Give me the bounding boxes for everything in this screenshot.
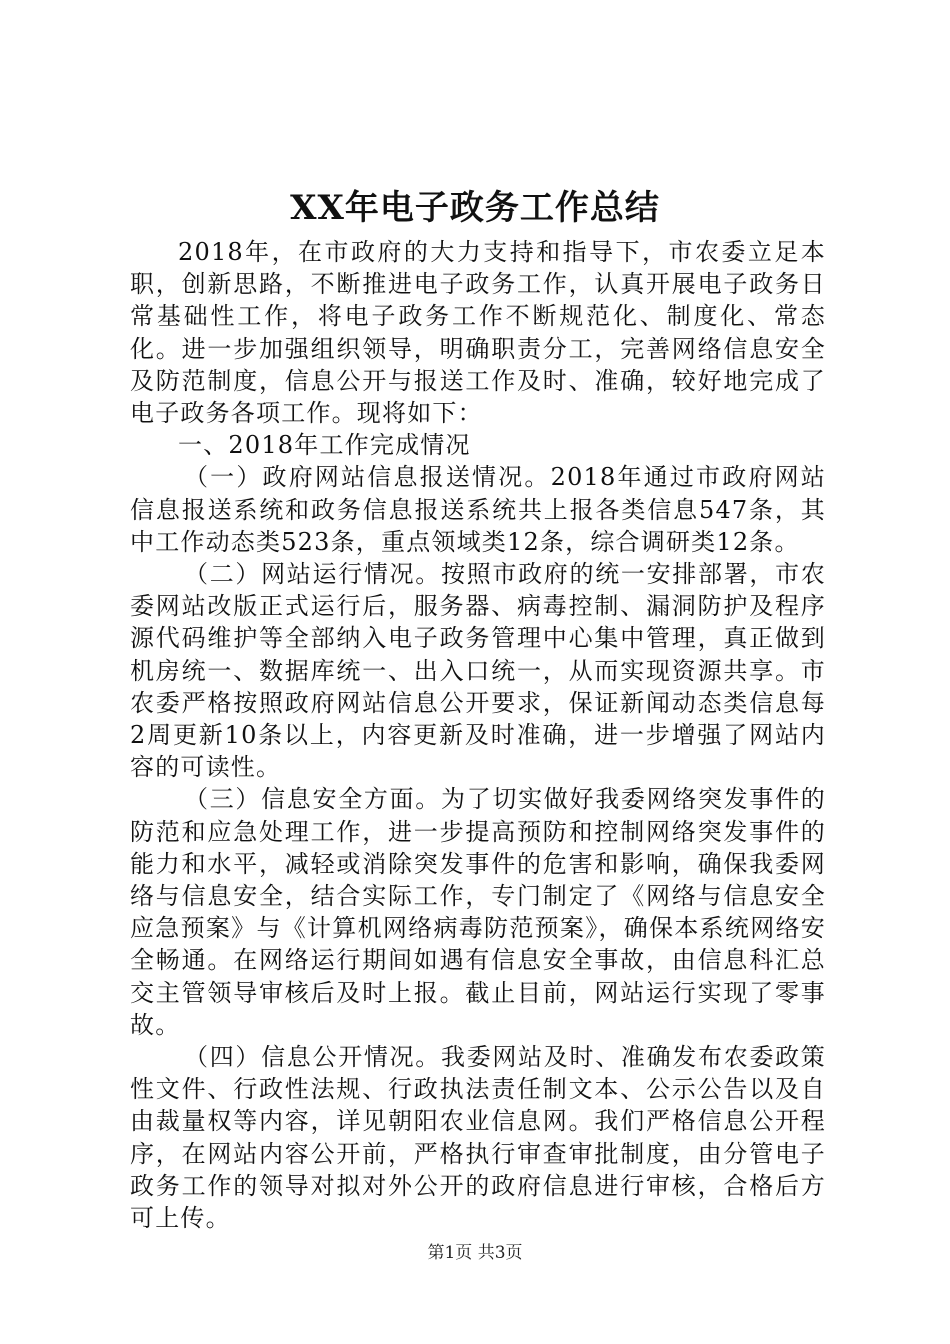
page-number-footer: 第1页 共3页 [427, 1243, 523, 1263]
paragraph-info-security: （三）信息安全方面。为了切实做好我委网络突发事件的防范和应急处理工作，进一步提高预防和控制网络突发事件的能力和水平，减轻或消除突发事件的危害和影响，确保我委网络与信息安全，结合实际工作，专门制定了《网络与信息安全应急预案》与《计算机网络病毒防范预案》，确保本系统网络安全畅通。在网络运行期间如遇有信息安全事故，由信息科汇总交主管领导审核后及时上报。截止目前，网站运行实现了零事故。 [130, 785, 826, 1039]
document-body [130, 236, 826, 1234]
intro-paragraph: 2018年，在市政府的大力支持和指导下，市农委立足本职，创新思路，不断推进电子政务工作，认真开展电子政务日常基础性工作，将电子政务工作不断规范化、制度化、常态化。进一步加强组织领导，明确职责分工，完善网络信息安全及防范制度，信息公开与报送工作及时、准确，较好地完成了电子政务各项工作。现将如下： [130, 238, 826, 428]
paragraph-info-disclosure: （四）信息公开情况。我委网站及时、准确发布农委政策性文件、行政性法规、行政执法责任制文本、公示公告以及自由裁量权等内容，详见朝阳农业信息网。我们严格信息公开程序，在网站内容公开前，严格执行审查审批制度，由分管电子政务工作的领导对拟对外公开的政府信息进行审核，合格后方可上传。 [130, 1043, 826, 1233]
document-title: XX年电子政务工作总结 [290, 188, 660, 228]
section-heading: 一、2018年工作完成情况 [178, 431, 471, 460]
paragraph-website-reporting: （一）政府网站信息报送情况。2018年通过市政府网站信息报送系统和政务信息报送系统共上报各类信息547条，其中工作动态类523条，重点领域类12条，综合调研类12条。 [130, 463, 826, 556]
paragraph-website-operation: （二）网站运行情况。按照市政府的统一安排部署，市农委网站改版正式运行后，服务器、病毒控制、漏洞防护及程序源代码维护等全部纳入电子政务管理中心集中管理，真正做到机房统一、数据库统一、出入口统一，从而实现资源共享。市农委严格按照政府网站信息公开要求，保证新闻动态类信息每2周更新10条以上，内容更新及时准确，进一步增强了网站内容的可读性。 [130, 560, 826, 782]
